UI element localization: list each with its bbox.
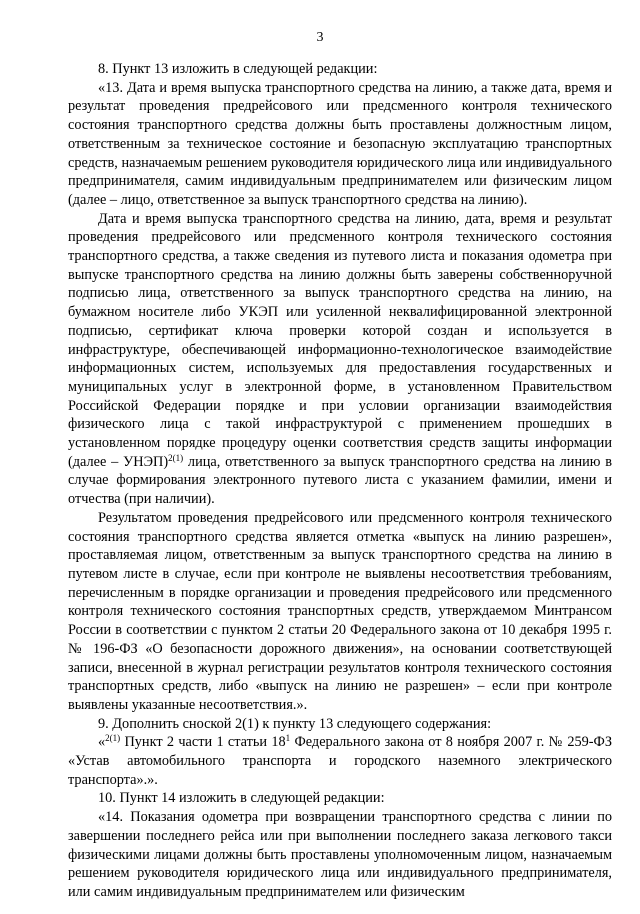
paragraph-signature-requirements <box>68 210 612 509</box>
paragraph-control-result: Результатом проведения предрейсового или предсменного контроля технического состояния транспортного средства является отметка «выпуск на линию разрешен», проставляемая лицом, ответственным за выпуск транспортного средства на линию в путевом листе в случае, если при контроле не выявлены несоответствия требованиям, перечисленным в порядке организации и проведения предрейсового или предсменного контроля технического состояния транспортных средств, утверждаемом Минтрансом России в соответствии с пунктом 2 статьи 20 Федерального закона от 10 декабря 1995 г. № 196-ФЗ «О безопасности дорожного движения», на основании соответствующей записи, внесенной в журнал регистрации результатов контроля технического состояния транспортных средств, либо «выпуск на линию не разрешен» – если при контроле выявлены указанные несоответствия.». <box>68 509 612 713</box>
footnote-reference: 2(1) <box>168 452 184 463</box>
footnote-reference: 2(1) <box>105 733 121 744</box>
article-superscript: 1 <box>285 733 291 744</box>
paragraph-text: Пункт 2 части 1 статьи 18 <box>120 734 286 751</box>
paragraph-text: лица, ответственного за выпуск транспортного средства на линию в случае формирования электронного путевого листа с указанием фамилии, имени и отчества (при наличии). <box>68 453 612 508</box>
paragraph-footnote-text <box>68 733 612 789</box>
paragraph-item-10-heading: 10. Пункт 14 изложить в следующей редакции: <box>98 790 385 807</box>
paragraph-text: « <box>98 734 106 751</box>
paragraph-text: Дата и время выпуска транспортного средства на линию, дата, время и результат проведения предрейсового или предсменного контроля технического состояния транспортного средства, а также сведения из путевого листа и показания одометра при выпуске транспортного средства на линию должны быть заверены собственноручной подписью лица, ответственного за выпуск транспортного средства на линию, на бумажном носителе либо УКЭП или усиленной неквалифицированной электронной подписью, сертификат ключа проверки которой создан и используется в инфраструктуре, обеспечивающей информационно-технологическое взаимодействие информационных систем, используемых для предоставления государственных и муниципальных услуг в электронной форме, в установленном Правительством Российской Федерации порядке и при условии организации взаимодействия физического лица с такой инфраструктурой с применением прошедших в установленном порядке процедуру оценки соответствия средств защиты информации (далее – УНЭП) <box>68 210 612 470</box>
paragraph-item-9-heading: 9. Дополнить сноской 2(1) к пункту 13 следующего содержания: <box>98 715 492 732</box>
paragraph-item-8-heading: 8. Пункт 13 изложить в следующей редакции: <box>98 61 378 77</box>
document-body <box>68 60 612 902</box>
paragraph-item-14-text: «14. Показания одометра при возвращении транспортного средства с линии по завершении последнего рейса или при выполнении последнего заказа легкового такси физическими лицами должны быть проставлены уполномоченным лицом, назначаемым решением руководителя юридического лица или индивидуального предпринимателя, или самим индивидуальным предпринимателем или физическим <box>68 809 612 900</box>
page-number: 3 <box>316 30 324 45</box>
paragraph-item-13-text: «13. Дата и время выпуска транспортного средства на линию, а также дата, время и результат проведения предрейсового или предсменного контроля технического состояния транспортного средства должны быть проставлены должностным лицом, ответственным за техническое состояние и безопасную эксплуатацию транспортных средств, назначаемым решением руководителя юридического лица или индивидуального предпринимателя, самим индивидуальным предпринимателем или физическим лицом (далее – лицо, ответственное за выпуск транспортного средства на линию). <box>68 79 612 208</box>
paragraph-text: Федерального закона от 8 ноября 2007 г. № 259-ФЗ «Устав автомобильного транспорта и городского наземного электрического транспорта».». <box>68 734 612 788</box>
